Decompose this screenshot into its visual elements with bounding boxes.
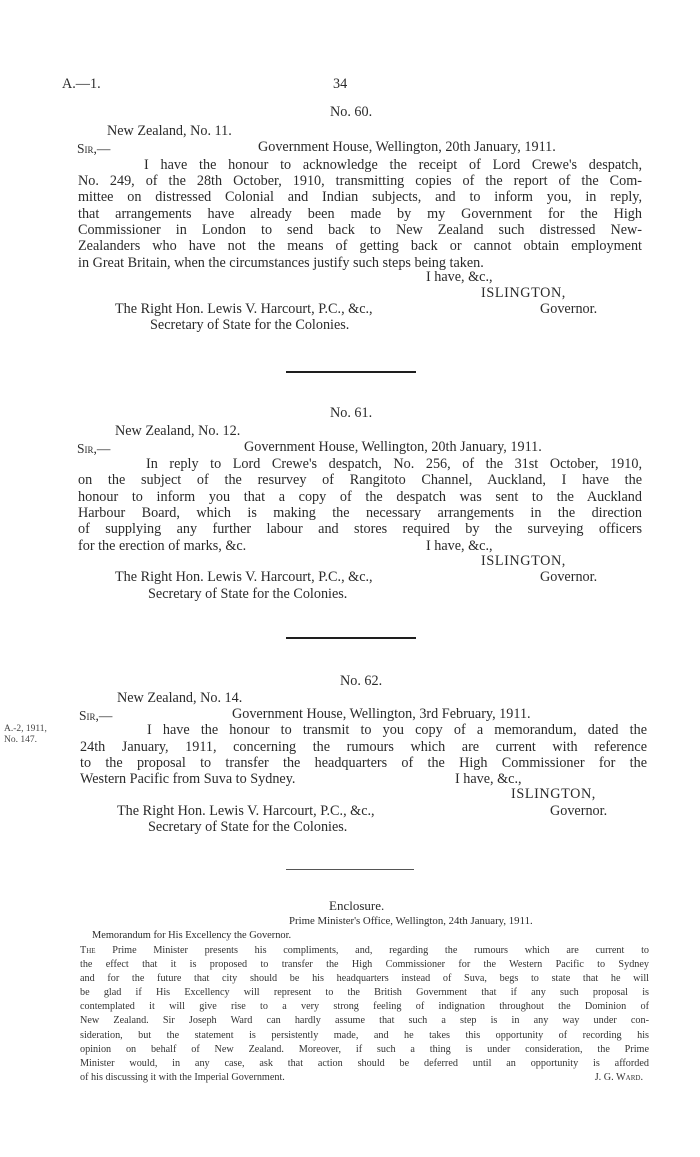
body-line: In reply to Lord Crewe's despatch, No. 256, of the 31st October, 1910, <box>146 456 642 472</box>
place-date: Government House, Wellington, 20th January, 1911. <box>258 139 556 155</box>
body-line: I have the honour to acknowledge the receipt of Lord Crewe's despatch, <box>144 157 642 173</box>
salutation: Sir,— <box>79 708 113 723</box>
body-line: Harbour Board, which is making the necessary arrangements in the direction <box>78 505 642 521</box>
closing: I have, &c., <box>455 771 522 787</box>
letter-number: No. 60. <box>330 104 373 120</box>
signature-title: Governor. <box>550 803 608 819</box>
enclosure-line: of his discussing it with the Imperial Government. J. G. Ward. <box>80 1071 649 1085</box>
body-line: for the erection of marks, &c. <box>78 538 247 554</box>
enclosure-office-date: Prime Minister's Office, Wellington, 24th January, 1911. <box>289 915 533 927</box>
addressee-title: Secretary of State for the Colonies. <box>148 586 348 602</box>
salutation: Sir,— <box>77 141 111 156</box>
body-line: Western Pacific from Suva to Sydney. <box>80 771 296 787</box>
lead-word: The <box>80 945 96 956</box>
enclosure-line: The Prime Minister presents his compliments, and, regarding the rumours which are current to <box>80 945 649 956</box>
body-line: on the subject of the resurvey of Rangitoto Channel, Auckland, I have the <box>78 472 642 488</box>
margin-note: A.-2, 1911, <box>4 724 47 734</box>
running-head: A.—1. <box>62 76 101 92</box>
enclosure-line: be glad if His Excellency will represent to the British Government that if any such proposal is <box>80 987 649 999</box>
addressee-title: Secretary of State for the Colonies. <box>150 317 350 333</box>
addressee-title: Secretary of State for the Colonies. <box>148 819 348 835</box>
margin-note: No. 147. <box>4 735 37 745</box>
signature: ISLINGTON, <box>481 553 566 569</box>
body-line: to the proposal to transfer the headquarters of the High Commissioner for the <box>80 755 647 771</box>
body-line: I have the honour to transmit to you copy of a memorandum, dated the <box>147 722 647 738</box>
enclosure-line: and for the future that city should be his headquarters instead of Suva, begs to state that he will <box>80 973 649 985</box>
addressee: The Right Hon. Lewis V. Harcourt, P.C., &c., <box>115 301 373 317</box>
enclosure-signature: J. G. Ward. <box>594 1071 643 1083</box>
memorandum-heading: Memorandum for His Excellency the Governor. <box>92 930 292 941</box>
body-line: honour to inform you that a copy of the despatch was sent to the Auckland <box>78 489 642 505</box>
section-divider <box>286 371 416 373</box>
enclosure-line: the effect that it is proposed to transfer the High Commissioner for the Western Pacific to Sydney <box>80 959 649 971</box>
body-line: Zealanders who have not the means of getting back or cannot obtain employment <box>78 238 642 254</box>
body-line: Commissioner in London to send back to New Zealand such distressed New- <box>78 222 642 238</box>
signature-title: Governor. <box>540 301 598 317</box>
closing: I have, &c., <box>426 538 493 554</box>
letter-reference: New Zealand, No. 12. <box>115 423 241 439</box>
enclosure-line: opinion on behalf of New Zealand. Moreover, if such a thing is under consideration, the Prime <box>80 1043 649 1055</box>
body-line: of supplying any further labour and stores required by the surveying officers <box>78 521 642 537</box>
addressee: The Right Hon. Lewis V. Harcourt, P.C., &c., <box>117 803 375 819</box>
addressee: The Right Hon. Lewis V. Harcourt, P.C., &c., <box>115 569 373 585</box>
letter-number: No. 61. <box>330 405 373 421</box>
enclosure-line: sideration, but the statement is persistently made, and he takes this opportunity of recording his <box>80 1029 649 1041</box>
body-line: in Great Britain, when the circumstances justify such steps being taken. <box>78 255 484 271</box>
page-number: 34 <box>333 76 348 92</box>
body-line: 24th January, 1911, concerning the rumours which are current with reference <box>80 739 647 755</box>
enclosure-line: Minister would, in any case, ask that action should be deferred until an opportunity is afforded <box>80 1057 649 1069</box>
section-divider <box>286 637 416 639</box>
closing: I have, &c., <box>426 269 493 285</box>
enclosure-line: New Zealand. Sir Joseph Ward can hardly assume that such a step is in any way under con- <box>80 1015 649 1027</box>
body-line: that arrangements have already been made by my Government for the High <box>78 206 642 222</box>
enclosure-body <box>80 944 649 1085</box>
salutation: Sir,— <box>77 441 111 456</box>
enclosure-line: contemplated it will give rise to a very strong feeling of indignation throughout the Dominion of <box>80 1001 649 1013</box>
letter-number: No. 62. <box>340 673 383 689</box>
signature: ISLINGTON, <box>511 786 596 802</box>
letter-reference: New Zealand, No. 14. <box>117 690 243 706</box>
signature-title: Governor. <box>540 569 598 585</box>
letter-reference: New Zealand, No. 11. <box>107 123 232 139</box>
place-date: Government House, Wellington, 20th January, 1911. <box>244 439 542 455</box>
section-divider <box>286 869 414 870</box>
enclosure-heading: Enclosure. <box>329 898 385 913</box>
body-line: mittee on distressed Colonial and Indian subjects, and to inform you, in reply, <box>78 189 642 205</box>
signature: ISLINGTON, <box>481 285 566 301</box>
body-line: No. 249, of the 28th October, 1910, transmitting copies of the report of the Com- <box>78 173 642 189</box>
place-date: Government House, Wellington, 3rd February, 1911. <box>232 706 531 722</box>
